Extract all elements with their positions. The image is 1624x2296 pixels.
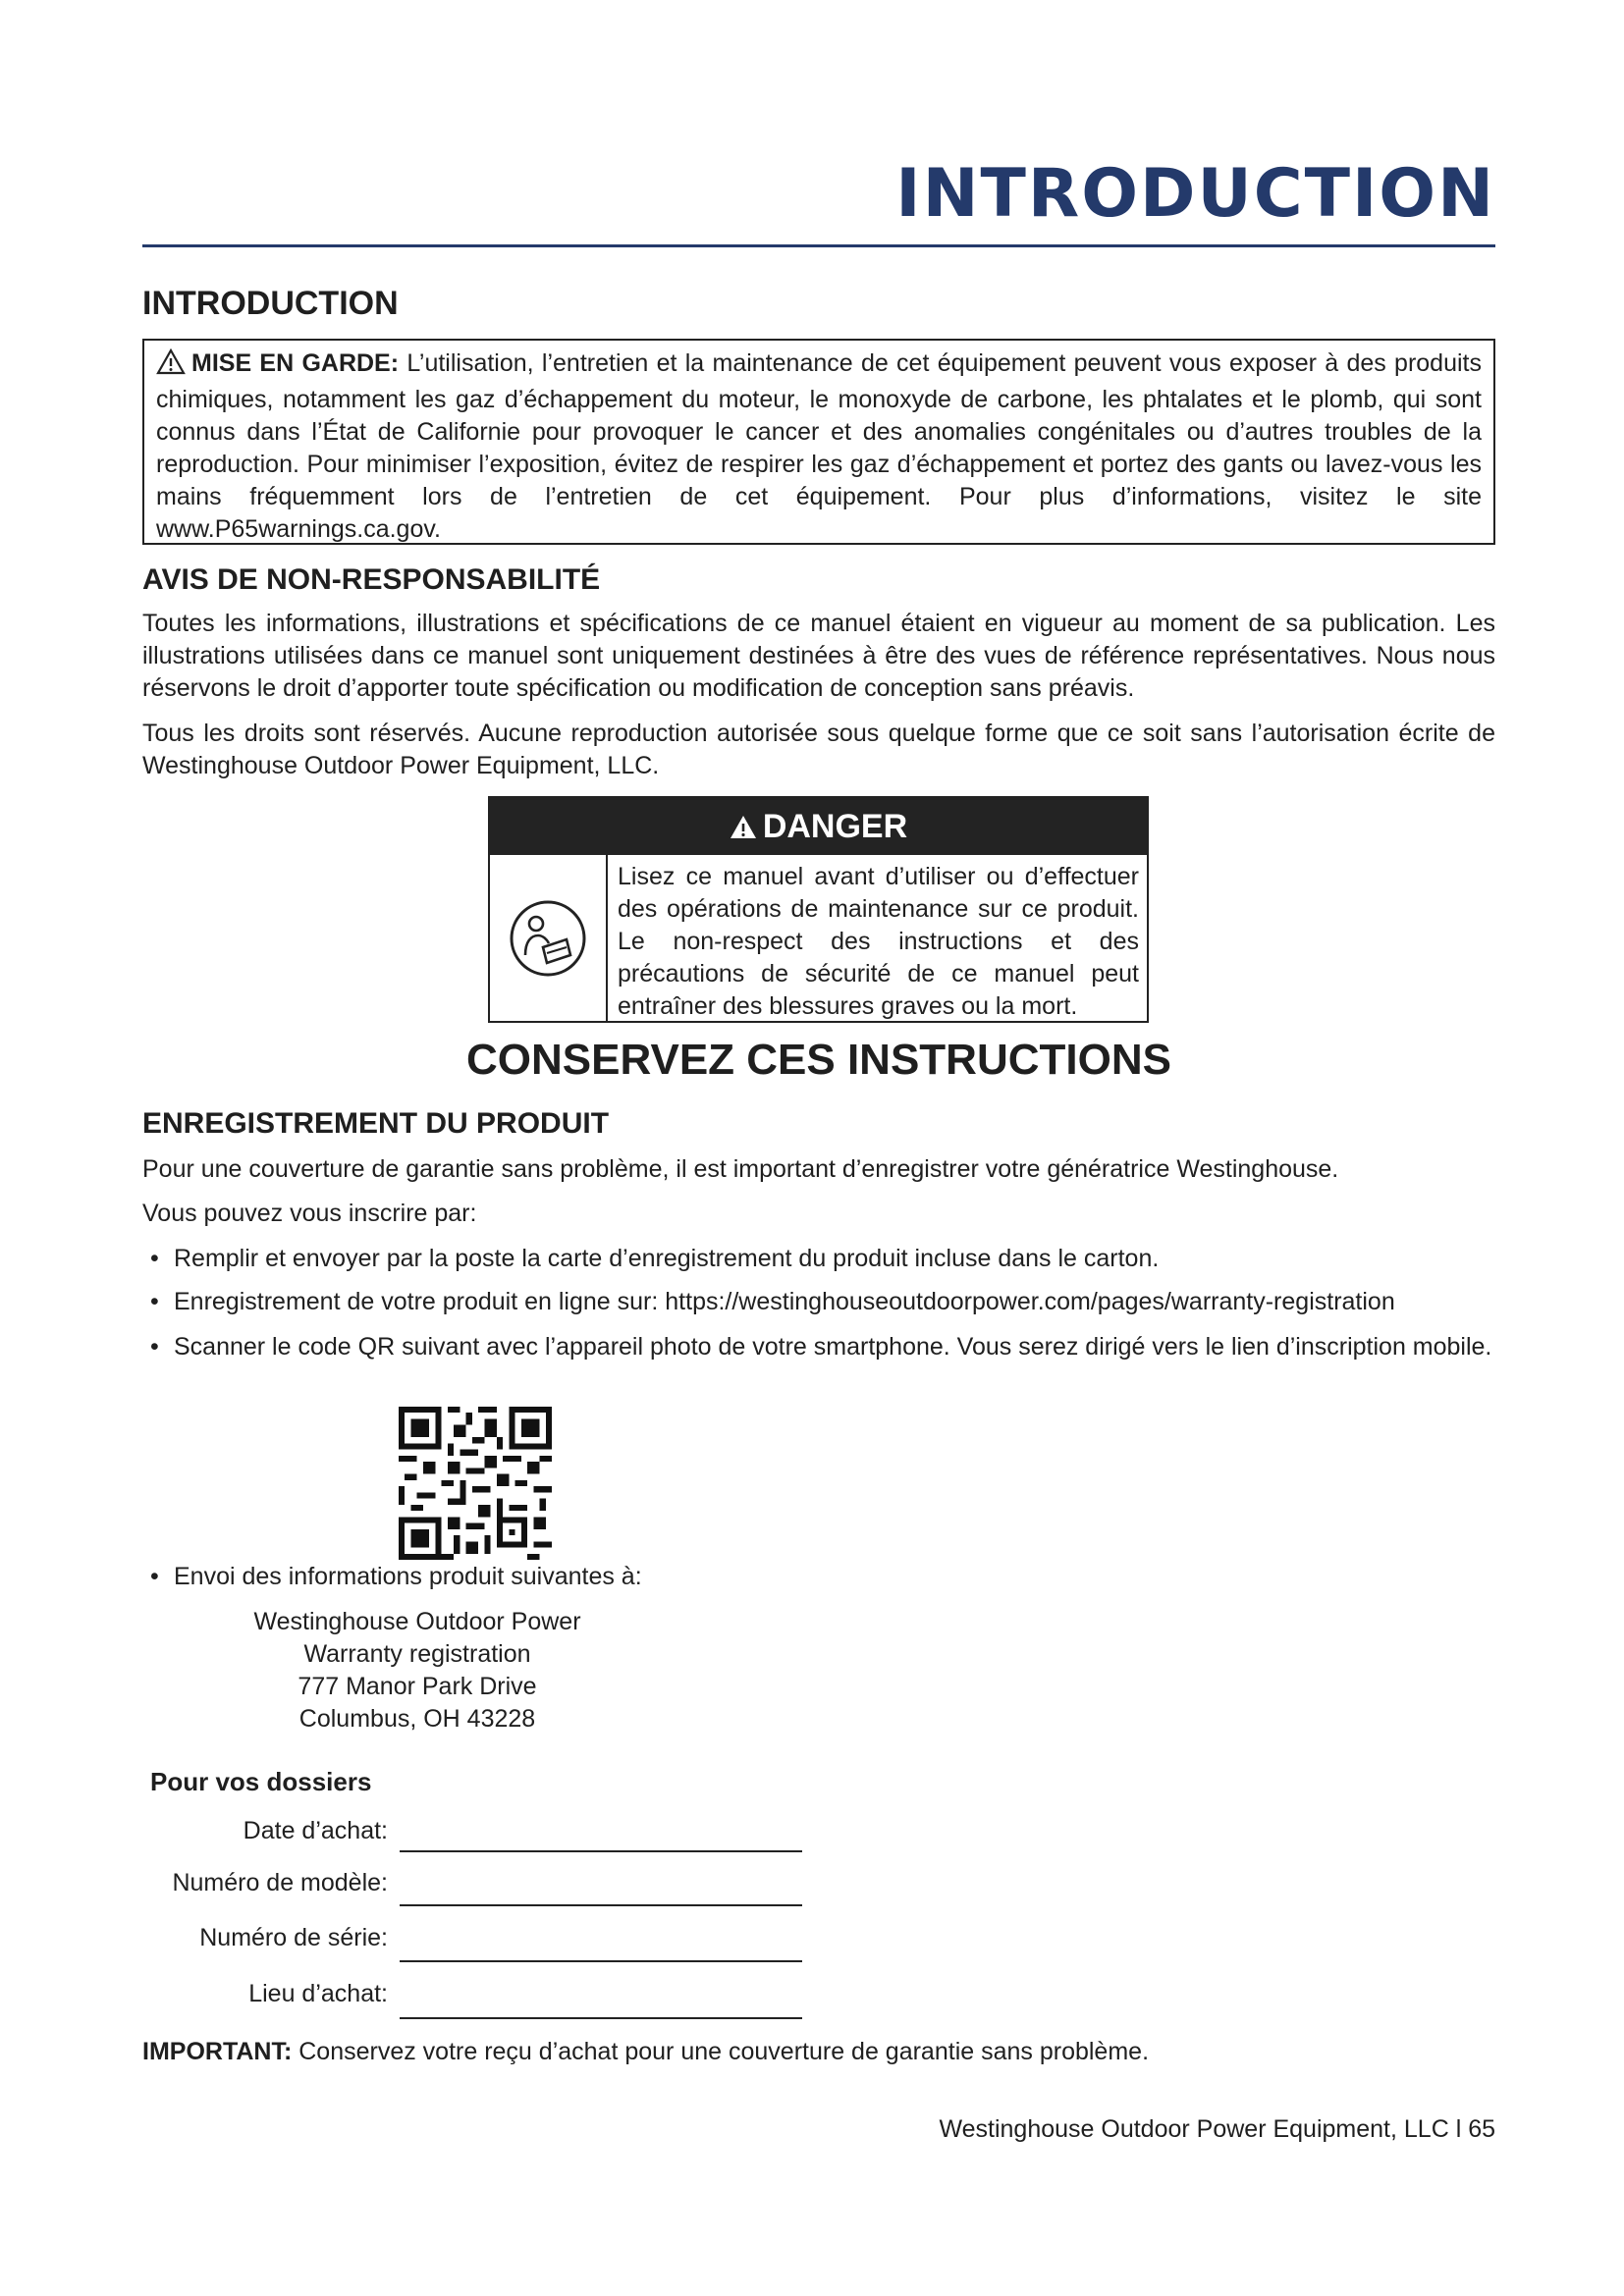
mailing-address: Westinghouse Outdoor Power Warranty registration 777 Manor Park Drive Columbus, OH 43228: [253, 1608, 581, 1733]
warning-label: MISE EN GARDE:: [191, 349, 400, 377]
page-footer: Westinghouse Outdoor Power Equipment, LLC l 65: [939, 2115, 1495, 2143]
important-note: IMPORTANT: Conservez votre reçu d’achat pour une couverture de garantie sans problème.: [142, 2038, 1150, 2065]
records-heading: Pour vos dossiers: [150, 1767, 372, 1796]
warning-box: [142, 339, 1495, 545]
registration-intro: Pour une couverture de garantie sans problème, il est important d’enregistrer votre génératrice Westinghouse.: [142, 1155, 1339, 1183]
danger-label: DANGER: [762, 807, 908, 845]
list-item: • Scanner le code QR suivant avec l’appareil photo de votre smartphone. Vous serez dirigé vers le lien d’inscription mobile.: [150, 1333, 1492, 1361]
read-manual-icon: [490, 855, 608, 1021]
title-divider: [142, 244, 1495, 247]
danger-header: [490, 798, 1147, 855]
disclaimer-heading: AVIS DE NON-RESPONSABILITÉ: [142, 563, 601, 596]
qr-code[interactable]: [399, 1407, 552, 1565]
purchase-date-label: Date d’achat:: [243, 1817, 388, 1844]
danger-triangle-icon: [730, 815, 757, 839]
page-title: INTRODUCTION: [895, 155, 1495, 233]
list-item: • Envoi des informations produit suivantes à:: [150, 1563, 642, 1590]
list-item: • Remplir et envoyer par la poste la carte d’enregistrement du produit incluse dans le carton.: [150, 1245, 1160, 1272]
danger-box: [488, 796, 1149, 1023]
registration-subscribe: Vous pouvez vous inscrire par:: [142, 1200, 477, 1227]
save-instructions-title: CONSERVEZ CES INSTRUCTIONS: [466, 1036, 1171, 1084]
purchase-date-line[interactable]: [400, 1850, 802, 1852]
serial-number-line[interactable]: [400, 1960, 802, 1962]
intro-heading: INTRODUCTION: [142, 285, 399, 322]
serial-number-label: Numéro de série:: [199, 1924, 388, 1951]
danger-text: Lisez ce manuel avant d’utiliser ou d’effectuer des opérations de maintenance sur ce produit. Le non-respect des instructions et des précautions de sécurité de ce manuel peut entraîner des blessures graves ou la mort.: [618, 863, 1139, 1020]
purchase-place-label: Lieu d’achat:: [248, 1980, 388, 2007]
list-item: • Enregistrement de votre produit en ligne sur: https://westinghouseoutdoorpower.com/pages/warranty-registration: [150, 1288, 1395, 1315]
model-number-line[interactable]: [400, 1904, 802, 1906]
warning-text: L’utilisation, l’entretien et la maintenance de cet équipement peuvent vous exposer à des produits chimiques, notamment les gaz d’échappement du moteur, le monoxyde de carbone, les phtalates et le plomb, qui sont connus dans l’État de Californie pour provoquer le cancer et des anomalies congénitales ou d’autres troubles de la reproduction. Pour minimiser l’exposition, évitez de respirer les gaz d’échappement et portez des gants ou lavez-vous les mains fréquemment lors de l’entretien de cet équipement. Pour plus d’informations, visitez le site www.P65warnings.ca.gov.: [156, 349, 1482, 543]
disclaimer-paragraph-2: Tous les droits sont réservés. Aucune reproduction autorisée sous quelque forme que ce soit sans l’autorisation écrite de Westinghouse Outdoor Power Equipment, LLC.: [142, 720, 1495, 779]
disclaimer-paragraph-1: Toutes les informations, illustrations et spécifications de ce manuel étaient en vigueur au moment de sa publication. Les illustrations utilisées dans ce manuel sont uniquement destinées à être des vues de référence représentatives. Nous nous réservons le droit d’apporter toute spécification ou modification de conception sans préavis.: [142, 610, 1495, 702]
warning-triangle-icon: [156, 348, 186, 384]
model-number-label: Numéro de modèle:: [172, 1869, 388, 1896]
registration-heading: ENREGISTREMENT DU PRODUIT: [142, 1107, 610, 1140]
purchase-place-line[interactable]: [400, 2017, 802, 2019]
